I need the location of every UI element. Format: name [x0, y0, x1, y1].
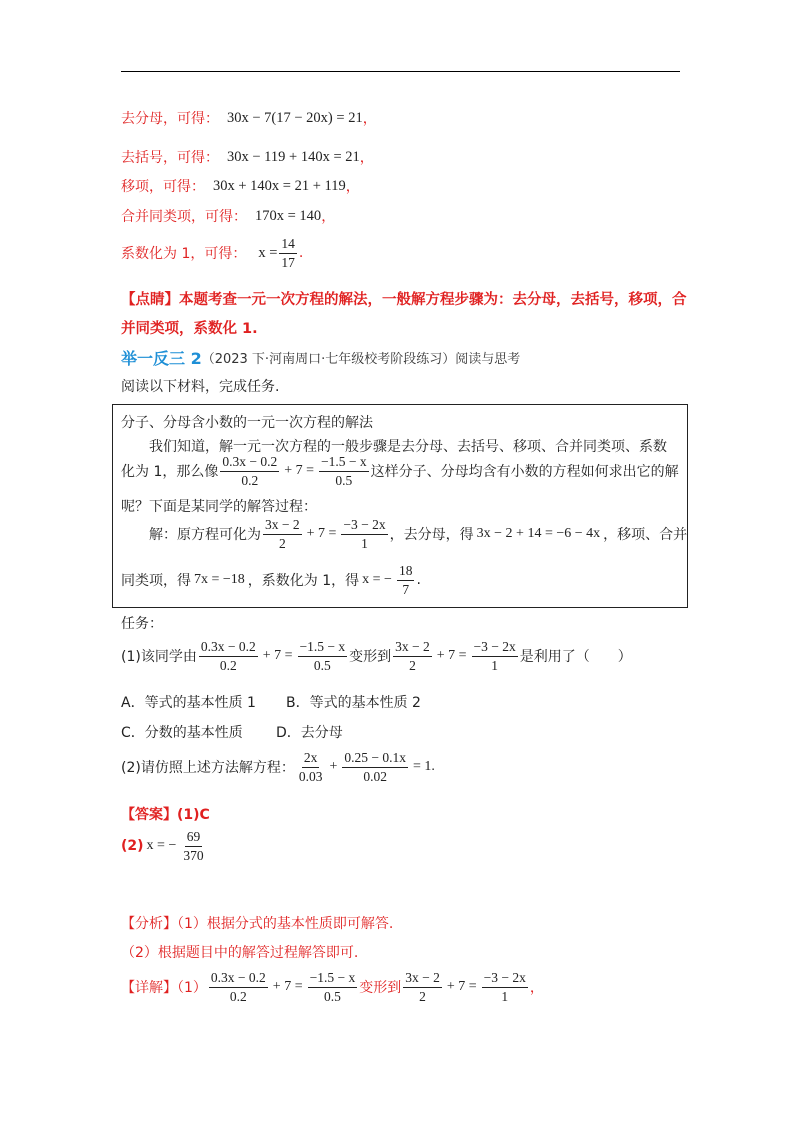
answer-2-label: (2): [121, 838, 144, 855]
q2-frac-1: [297, 750, 325, 784]
q1-frac-d-den: 1: [491, 657, 499, 673]
step-5-den: 17: [281, 254, 295, 270]
step-4-math: 170x = 140: [255, 207, 322, 224]
option-a[interactable]: A．等式的基本性质 1: [121, 695, 256, 711]
material-p3: 呢？下面是某同学的解答过程：: [121, 499, 317, 515]
frac-e-num: 18: [397, 563, 415, 581]
option-b[interactable]: B．等式的基本性质 2: [286, 695, 421, 711]
step-5: [121, 236, 303, 270]
q1-frac-a-num: 0.3x − 0.2: [199, 639, 258, 657]
detail-frac-a-num: 0.3x − 0.2: [209, 970, 268, 988]
tasks-label: 任务：: [121, 616, 163, 632]
q1-frac-b-den: 0.5: [313, 657, 331, 673]
material-p5c: ，系数化为 1，得: [247, 573, 360, 590]
q1-frac-d: [472, 639, 518, 673]
analysis-line-1: 【分析】（1）根据分式的基本性质即可解答.: [121, 916, 394, 932]
material-p2a: 化为 1，那么像: [121, 464, 219, 481]
answer-2-den: 370: [183, 847, 204, 863]
q1-end: 是利用了（ ）: [519, 649, 632, 666]
step-5-num: 14: [279, 236, 297, 254]
detail-frac-a-den: 0.2: [229, 988, 247, 1004]
options-row-2: [121, 722, 343, 742]
frac-d-num: −3 − 2x: [341, 517, 387, 535]
frac-a-den: 0.2: [241, 472, 259, 488]
q2-den-1: 0.03: [298, 768, 323, 784]
step-1: [121, 108, 377, 128]
q2-end: = 1.: [413, 759, 435, 775]
material-frac-c: [263, 517, 302, 551]
step-3-label: 移项，可得：: [121, 179, 205, 195]
step-1-math: 30x − 7(17 − 20x) = 21: [227, 109, 363, 126]
material-p4: [149, 517, 687, 551]
detail-frac-d-num: −3 − 2x: [482, 970, 528, 988]
answer-2-lhs: x = −: [146, 838, 177, 854]
detail-frac-c-num: 3x − 2: [403, 970, 442, 988]
answer-2: [121, 829, 208, 863]
step-5-label: 系数化为 1，可得：: [121, 246, 247, 263]
frac-e-den: 7: [402, 581, 410, 597]
step-4: [121, 206, 335, 226]
material-p4b: ，去分母，得: [389, 527, 474, 544]
detail-frac-d: [482, 970, 528, 1004]
example-source: （2023 下·河南周口·七年级校考阶段练习）阅读与思考: [201, 352, 521, 367]
q1-frac-d-num: −3 − 2x: [472, 639, 518, 657]
detail-plus7-2: + 7 =: [446, 979, 477, 995]
frac-c-num: 3x − 2: [263, 517, 302, 535]
dianjing-line-2: 并同类项，系数化 1.: [121, 321, 258, 337]
q1-frac-b-num: −1.5 − x: [298, 639, 348, 657]
step-3: [121, 176, 360, 196]
frac-b-den: 0.5: [335, 472, 353, 488]
q1-frac-b: [298, 639, 348, 673]
detail-frac-b-den: 0.5: [323, 988, 341, 1004]
detail-frac-b: [308, 970, 358, 1004]
analysis-line-2: （2）根据题目中的解答过程解答即可.: [121, 945, 359, 961]
material-p2: [121, 454, 679, 488]
material-frac-d: [341, 517, 387, 551]
q1-frac-a: [199, 639, 258, 673]
dianjing-line-1: 【点睛】本题考查一元一次方程的解法，一般解方程步骤为：去分母，去括号，移项，合: [121, 292, 687, 308]
frac-c-den: 2: [278, 535, 286, 551]
step-2: [121, 147, 374, 167]
detail-frac-c: [403, 970, 442, 1004]
detail-frac-a: [209, 970, 268, 1004]
detail-plus7: + 7 =: [272, 979, 303, 995]
q2-intro: (2)请仿照上述方法解方程：: [121, 760, 295, 777]
frac-b-num: −1.5 − x: [319, 454, 369, 472]
question-2: [121, 750, 438, 784]
q2-num-1: 2x: [302, 750, 320, 768]
step-5-lhs: x =: [258, 244, 278, 261]
material-p5d: x = −: [362, 572, 392, 588]
material-p4d: ，移项、合并: [603, 527, 688, 544]
option-d[interactable]: D．去分母: [276, 725, 343, 741]
example-intro: 阅读以下材料，完成任务.: [121, 379, 280, 395]
material-p5e: .: [416, 572, 421, 589]
step-5-end: .: [298, 245, 304, 262]
step-4-label: 合并同类项，可得：: [121, 209, 247, 225]
step-4-end: ，: [321, 209, 336, 225]
material-p5: [121, 563, 421, 597]
q2-plus: +: [329, 759, 338, 775]
material-plus7: + 7 =: [284, 463, 315, 479]
q1-frac-c-num: 3x − 2: [393, 639, 432, 657]
material-p5b: 7x = −18: [194, 572, 245, 588]
step-2-math: 30x − 119 + 140x = 21: [227, 148, 360, 165]
q1-plus7: + 7 =: [262, 648, 293, 664]
q1-intro: (1)该同学由: [121, 649, 197, 666]
step-5-fraction: [279, 236, 297, 270]
header-rule: [121, 71, 680, 72]
material-frac-b: [319, 454, 369, 488]
material-frac-e: [397, 563, 415, 597]
answer-2-frac: [181, 829, 205, 863]
material-heading: 分子、分母含小数的一元一次方程的解法: [121, 415, 373, 431]
frac-a-num: 0.3x − 0.2: [220, 454, 279, 472]
options-row-1: [121, 692, 421, 712]
detail-frac-c-den: 2: [419, 988, 426, 1004]
detail-line: [121, 970, 544, 1004]
q2-den-2: 0.02: [363, 768, 387, 784]
q1-frac-c: [393, 639, 432, 673]
q1-plus7-2: + 7 =: [436, 648, 467, 664]
q1-frac-c-den: 2: [409, 657, 416, 673]
answer-label: 【答案】(1)C: [121, 807, 210, 823]
material-p4c: 3x − 2 + 14 = −6 − 4x: [476, 526, 601, 542]
material-p5a: 同类项，得: [121, 573, 191, 590]
detail-end: ，: [529, 980, 544, 997]
frac-d-den: 1: [361, 535, 368, 551]
detail-mid: 变形到: [359, 980, 402, 997]
answer-2-num: 69: [185, 829, 203, 847]
q2-num-2: 0.25 − 0.1x: [342, 750, 408, 768]
step-1-end: ，: [362, 111, 377, 127]
q1-frac-a-den: 0.2: [219, 657, 237, 673]
material-plus7-2: + 7 =: [306, 526, 337, 542]
material-p2b: 这样分子、分母均含有小数的方程如何求出它的解: [370, 464, 679, 481]
step-1-label: 去分母，可得：: [121, 111, 219, 127]
step-3-math: 30x + 140x = 21 + 119: [213, 177, 346, 194]
detail-frac-d-den: 1: [501, 988, 509, 1004]
material-p1: 我们知道，解一元一次方程的一般步骤是去分母、去括号、移项、合并同类项、系数: [149, 439, 667, 455]
step-3-end: ，: [345, 179, 360, 195]
option-c[interactable]: C．分数的基本性质: [121, 725, 243, 741]
example-heading: [121, 346, 520, 369]
example-title: 举一反三 2: [121, 349, 202, 368]
question-1: [121, 639, 632, 673]
material-frac-a: [220, 454, 279, 488]
material-p4a: 解：原方程可化为: [149, 527, 261, 544]
q1-mid: 变形到: [349, 649, 392, 666]
detail-label: 【详解】（1）: [121, 980, 207, 997]
step-2-label: 去括号，可得：: [121, 150, 219, 166]
detail-frac-b-num: −1.5 − x: [308, 970, 358, 988]
step-2-end: ，: [359, 150, 374, 166]
q2-frac-2: [342, 750, 408, 784]
